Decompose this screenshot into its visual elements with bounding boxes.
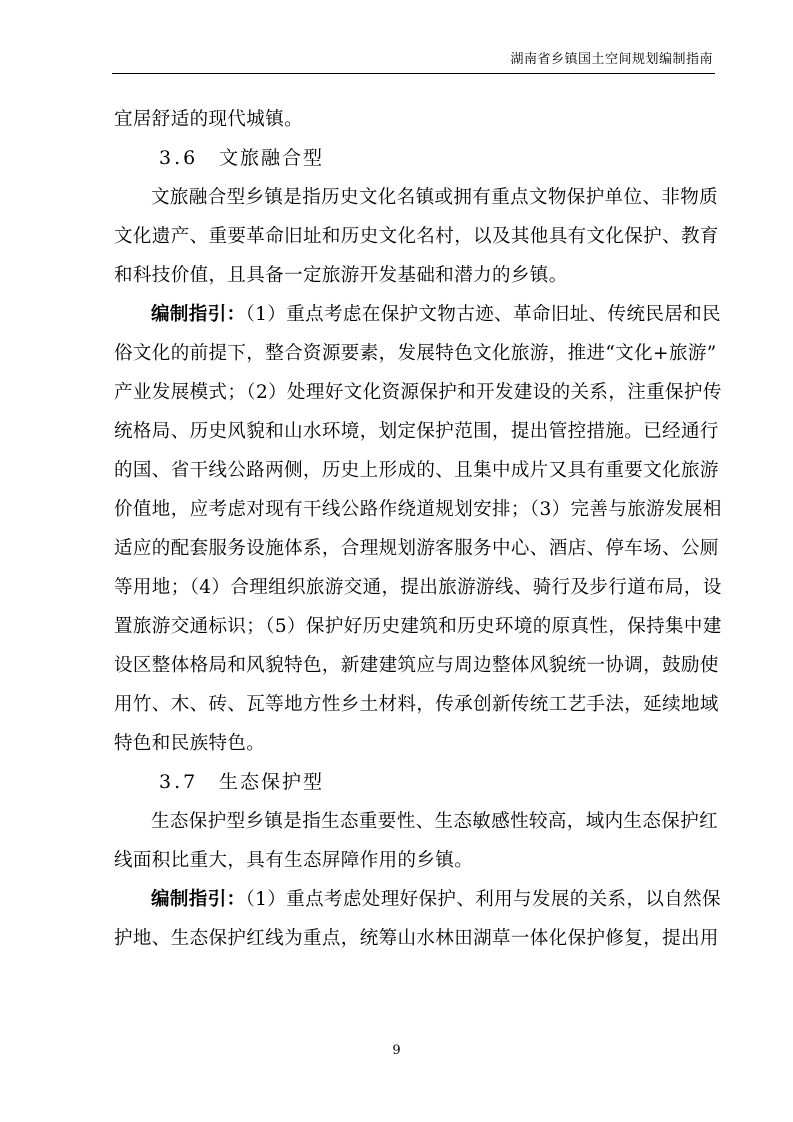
section-heading-3-7 (114, 763, 682, 802)
page-body (114, 100, 722, 958)
paragraph-line: 产业发展模式；（2）处理好文化资源保护和开发建设的关系，注重保护传 (114, 382, 722, 403)
paragraph-line: 的国、省干线公路两侧，历史上形成的、且集中成片又具有重要文化旅游 (114, 460, 719, 481)
paragraph-line: 宜居舒适的现代城镇。 (114, 109, 304, 130)
section-number: 3.6 (159, 147, 199, 169)
paragraph-line: 价值地，应考虑对现有干线公路作绕道规划安排；（3）完善与旅游发展相 (114, 499, 722, 520)
paragraph-line: 护地、生态保护红线为重点，统筹山水林田湖草一体化保护修复，提出用 (114, 928, 719, 949)
guideline-label: 编制指引： (151, 304, 246, 325)
paragraph-line: 置旅游交通标识；（5）保护好历史建筑和历史环境的原真性，保持集中建 (114, 616, 722, 637)
guideline-first-line (114, 295, 721, 334)
paragraph-line: 俗文化的前提下，整合资源要素，发展特色文化旅游，推进“文化+旅游” (114, 343, 717, 364)
guideline-text: （1）重点考虑处理好保护、利用与发展的关系，以自然保 (245, 889, 721, 910)
paragraph-line: 和科技价值，且具备一定旅游开发基础和潜力的乡镇。 (114, 265, 568, 286)
section-title: 文旅融合型 (219, 147, 325, 169)
document-title: 湖南省乡镇国土空间规划编制指南 (510, 52, 713, 67)
paragraph-line: 文旅融合型乡镇是指历史文化名镇或拥有重点文物保护单位、非物质 (151, 187, 719, 208)
paragraph-line: 设区整体格局和风貌特色，新建建筑应与周边整体风貌统一协调，鼓励使 (114, 655, 719, 676)
page-number: 9 (392, 1043, 401, 1058)
paragraph-line: 等用地；（4）合理组织旅游交通，提出旅游游线、骑行及步行道布局，设 (114, 577, 722, 598)
paragraph-line: 统格局、历史风貌和山水环境，划定保护范围，提出管控措施。已经通行 (114, 421, 719, 442)
guideline-text: （1）重点考虑在保护文物古迹、革命旧址、传统民居和民 (245, 304, 721, 325)
guideline-label: 编制指引： (151, 889, 246, 910)
header-divider (112, 73, 715, 74)
paragraph-line: 生态保护型乡镇是指生态重要性、生态敏感性较高，域内生态保护红 (151, 811, 719, 832)
paragraph-line: 用竹、木、砖、瓦等地方性乡土材料，传承创新传统工艺手法，延续地域 (114, 694, 719, 715)
section-heading-3-6 (114, 139, 682, 178)
paragraph-line: 适应的配套服务设施体系，合理规划游客服务中心、酒店、停车场、公厕 (114, 538, 719, 559)
guideline-first-line (114, 880, 721, 919)
paragraph-line: 特色和民族特色。 (114, 733, 266, 754)
paragraph-line: 文化遗产、重要革命旧址和历史文化名村，以及其他具有文化保护、教育 (114, 226, 719, 247)
section-number: 3.7 (159, 771, 199, 793)
paragraph-line: 线面积比重大，具有生态屏障作用的乡镇。 (114, 850, 474, 871)
section-title: 生态保护型 (219, 771, 325, 793)
